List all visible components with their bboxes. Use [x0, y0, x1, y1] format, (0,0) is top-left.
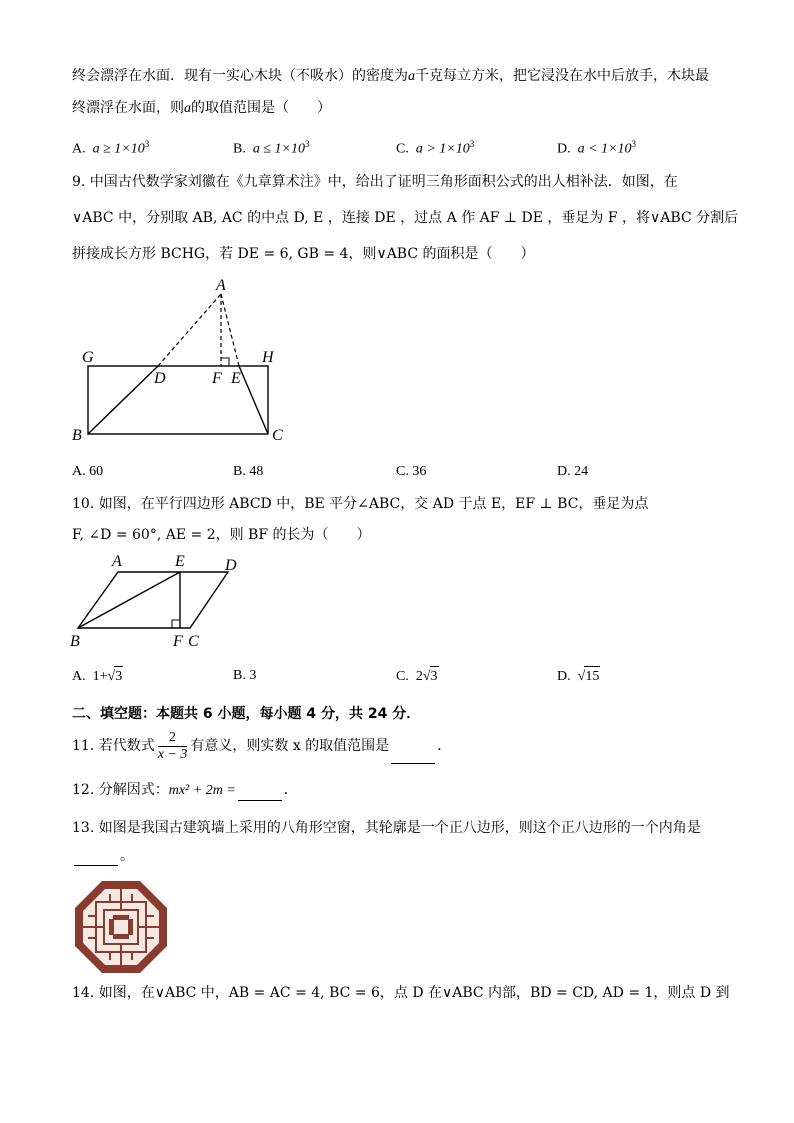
- q9-line-da-dashed: [158, 294, 221, 366]
- q10-option-b: B. 3: [233, 668, 257, 683]
- q9-rectangle-bchg: [88, 366, 268, 434]
- q10-line1: 10. 如图，在平行四边形 ABCD 中，BE 平分∠ABC，交 AD 于点 E，EF ⊥ BC，垂足为点: [72, 496, 649, 512]
- q9-label-b: B: [72, 427, 82, 444]
- q9-figure: [60, 272, 300, 450]
- q9-right-angle-mark: [221, 358, 229, 366]
- q9-label-c: C: [272, 427, 283, 444]
- section-2-heading: 二、填空题：本题共 6 小题，每小题 4 分，共 24 分．: [72, 706, 421, 722]
- q12-answer-blank: [238, 786, 282, 801]
- q10-label-a: A: [112, 553, 122, 570]
- q10-label-e: E: [175, 553, 185, 570]
- q10-line2: F, ∠D = 60°, AE = 2，则 BF 的长为（ ）: [72, 527, 371, 543]
- q11-fraction: $\frac{2}{x - 3}$: [157, 729, 188, 762]
- q10-label-c: C: [188, 633, 199, 650]
- octagonal-window-image: [74, 880, 168, 974]
- q14-line1: 14. 如图，在∨ABC 中，AB = AC = 4, BC = 6，点 D 在∨ABC 内部，BD = CD, AD = 1，则点 D 到: [72, 985, 730, 1001]
- q10-label-b: B: [70, 633, 80, 650]
- q13-line1: 13. 如图是我国古建筑墙上采用的八角形空窗，其轮廓是一个正八边形，则这个正八边形的一个内角是: [72, 820, 701, 836]
- q8-option-d: D. $a < 1\times 10^3$: [557, 139, 637, 157]
- q9-option-c: C. 36: [396, 464, 427, 479]
- q13-answer-blank: [74, 851, 118, 866]
- q10-figure: [62, 550, 252, 652]
- q10-label-d: D: [225, 557, 237, 574]
- q9-line1: 9. 中国古代数学家刘徽在《九章算术注》中，给出了证明三角形面积公式的出人相补法．如图，在: [72, 174, 678, 190]
- q8-option-a: A. $a \ge 1\times 10^3$: [72, 139, 150, 157]
- q9-line-ec: [239, 366, 268, 434]
- q9-line-ae-dashed: [221, 294, 239, 366]
- q9-label-e: E: [231, 370, 241, 387]
- q10-right-angle-mark: [172, 620, 180, 628]
- q9-label-g: G: [82, 349, 94, 366]
- q13-line2: 。: [72, 846, 134, 866]
- q9-label-d: D: [154, 370, 166, 387]
- q8-option-c: C. $a > 1\times 10^3$: [396, 139, 475, 157]
- q9-line3: 拼接成长方形 BCHG，若 DE = 6, GB = 4，则∨ABC 的面积是（ ）: [72, 246, 535, 262]
- q8-line2: 终漂浮在水面，则a的取值范围是（ ）: [72, 100, 331, 116]
- q8-option-b: B. $a \le 1\times 10^3$: [233, 139, 310, 157]
- q9-label-h: H: [262, 349, 274, 366]
- q8-line1: 终会漂浮在水面．现有一实心木块（不吸水）的密度为a千克每立方米，把它浸没在水中后放手，木块最: [72, 68, 709, 84]
- q11-answer-blank: [391, 749, 435, 764]
- q12-line: 12. 分解因式：mx² + 2m = ．: [72, 780, 298, 801]
- q9-line-bd: [88, 366, 158, 434]
- q10-parallelogram-abcd: [78, 572, 228, 628]
- q9-label-a: A: [216, 277, 226, 294]
- q10-line-be: [78, 572, 180, 628]
- q9-label-f: F: [212, 370, 222, 387]
- q11-line: 11. 若代数式 $\frac{2}{x - 3}$ 有意义，则实数 x 的取值范围是 ．: [72, 728, 451, 764]
- q10-option-c: C. 2√3: [396, 666, 439, 687]
- q9-line2: ∨ABC 中，分别取 AB, AC 的中点 D, E ，连接 DE ，过点 A 作 AF ⊥ DE ，垂足为 F ，将∨ABC 分割后: [72, 210, 739, 226]
- q9-option-b: B. 48: [233, 464, 264, 479]
- q10-label-f: F: [173, 633, 183, 650]
- q9-option-a: A. 60: [72, 464, 104, 479]
- q10-option-d: D. √15: [557, 666, 600, 687]
- q9-option-d: D. 24: [557, 464, 589, 479]
- q10-option-a: A. 1+√3: [72, 666, 123, 687]
